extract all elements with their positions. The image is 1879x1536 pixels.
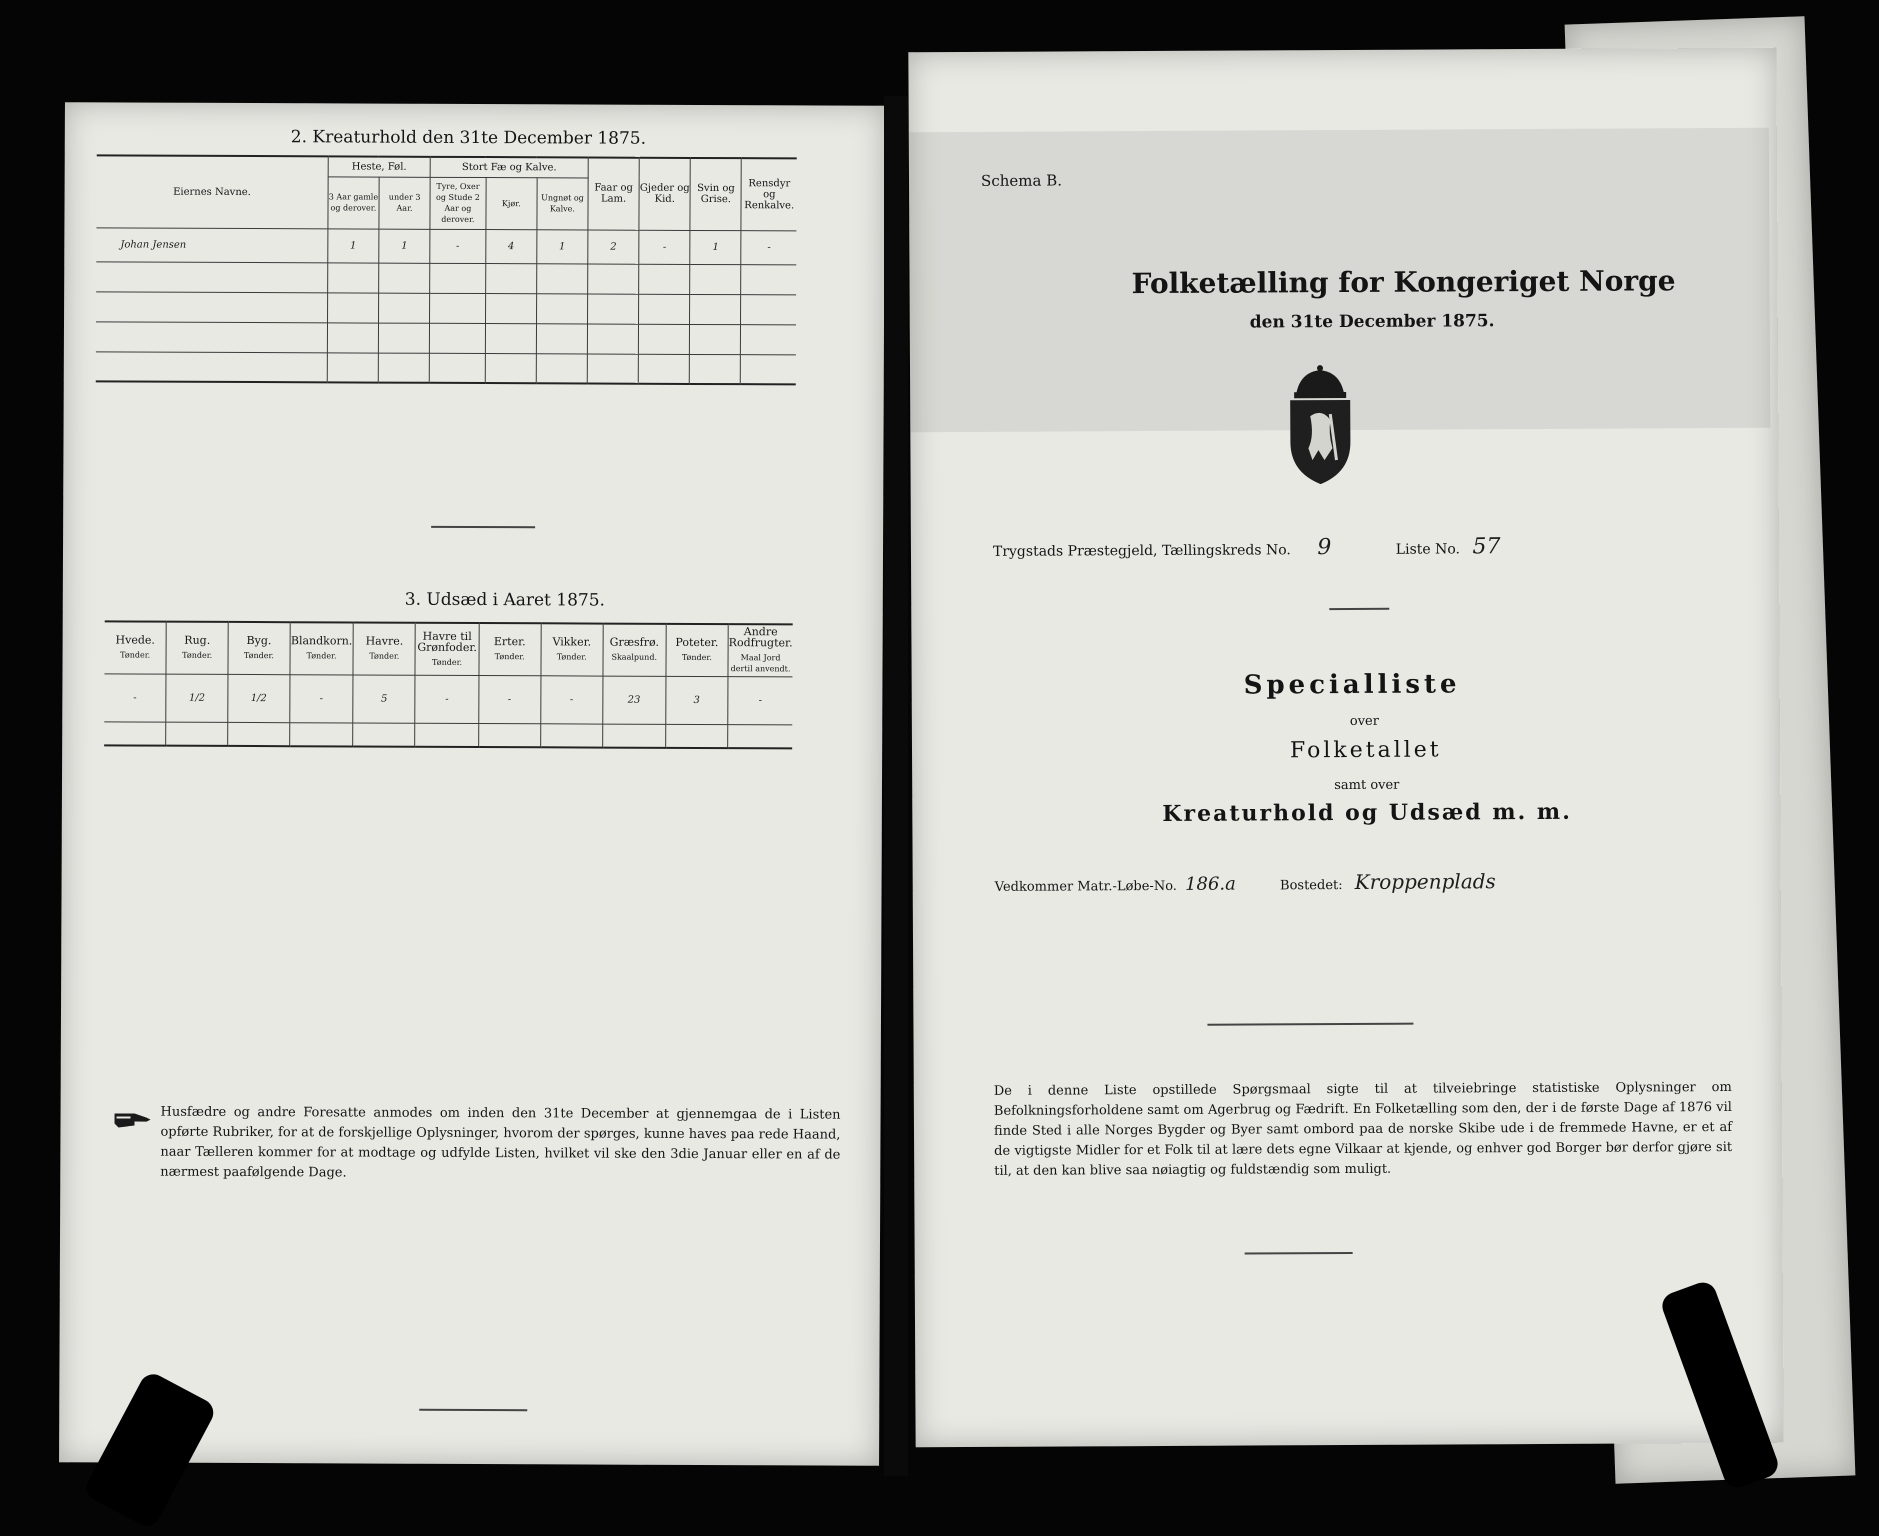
seed-column-header <box>728 624 793 676</box>
seed-column-unit: Tønder. <box>432 657 463 667</box>
parish-line <box>993 534 1501 562</box>
group-header-horses: Heste, Føl. <box>328 156 430 176</box>
livestock-value: 4 <box>485 229 536 263</box>
end-rule <box>1245 1252 1353 1254</box>
samt-over-label: samt over <box>1334 777 1400 794</box>
pointing-hand-icon <box>112 1107 152 1131</box>
seed-column-name: Havre til Grønfoder. <box>417 629 477 654</box>
column-header: Rensdyr og Renkalve. <box>741 158 796 230</box>
folketallet-heading: Folketallet <box>1289 737 1442 764</box>
seed-value: 23 <box>603 676 666 724</box>
notice-text: Husfædre og andre Foresatte anmodes om inden den 31te December at gjennemgaa de i Listen opførte Rubriker, for at de forskjellige Oplysninger, hvorom der spørges, kunne haves paa rede Haand, naar Tælleren kommer for at modtage og udfylde Listen, hvilket vil ske den 3die Januar eller en af de nærmest paafølgende Dage. <box>160 1104 841 1181</box>
livestock-value: 1 <box>537 229 588 263</box>
livestock-value: 2 <box>588 230 639 264</box>
seed-column-unit: Tønder. <box>306 651 337 661</box>
list-label: Liste No. <box>1395 541 1461 558</box>
column-header: 3 Aar gamle og derover. <box>328 176 379 228</box>
seed-value: 1/2 <box>228 674 290 722</box>
seed-column-unit: Tønder. <box>182 650 213 661</box>
column-header: Kjør. <box>486 177 537 229</box>
district-value: 9 <box>1317 535 1332 561</box>
district-label: Tællingskreds No. <box>1161 542 1291 559</box>
bottom-rule <box>419 1409 527 1411</box>
seed-column-name: Andre Rodfrugter. <box>728 625 793 650</box>
column-header: under 3 Aar. <box>379 177 430 229</box>
schema-label: Schema B. <box>980 171 1063 190</box>
separator-rule <box>431 526 535 528</box>
seed-value: - <box>104 673 166 721</box>
section3-title: 3. Udsæd i Aaret 1875. <box>404 589 606 611</box>
seed-column-name: Erter. <box>493 635 526 649</box>
right-page <box>908 48 1783 1448</box>
seed-value: - <box>479 675 541 723</box>
book-spine <box>884 96 908 1476</box>
seed-value: 1/2 <box>166 674 228 722</box>
seed-column-header <box>228 622 290 674</box>
bosted-value: Kroppenplads <box>1354 869 1496 894</box>
owner-header: Eiernes Navne. <box>96 155 328 228</box>
livestock-value: - <box>741 230 796 264</box>
kreaturhold-heading: Kreaturhold og Udsæd m. m. <box>1162 798 1572 827</box>
specialliste-heading: Specialliste <box>1243 669 1461 701</box>
group-header-cattle: Stort Fæ og Kalve. <box>430 157 588 178</box>
column-header: Ungnøt og Kalve. <box>537 177 588 229</box>
seed-column-header <box>415 623 479 675</box>
seed-column-name: Byg. <box>246 634 272 648</box>
document-title: Folketælling for Kongeriget Norge <box>1131 264 1676 301</box>
seed-column-name: Rug. <box>184 633 211 648</box>
over-label: over <box>1349 713 1379 729</box>
matr-value: 186.a <box>1184 873 1236 895</box>
short-rule <box>1329 608 1389 610</box>
owner-name: Johan Jensen <box>96 227 327 262</box>
seed-column-header <box>666 624 729 676</box>
left-page <box>59 102 885 1466</box>
info-paragraph: De i denne Liste opstillede Spørgsmaal sigte til at tilveiebringe statistiske Oplysninger om Befolkningsforholdene samt om Agerbrug og Fædrift. En Folketælling som den, der i de første Dage af 1876 vil finde Sted i alle Norges Bygder og Byer samt ombord paa de norske Skibe ude i de fremmede Havne, er et af de vigtigste Midler for et Folk til at lære dets egne Vilkaar at kjende, og enhver god Borger bør derfor gjøre sit til, at den kan blive saa nøiagtig og fuldstændig som muligt. <box>993 1079 1733 1179</box>
parish-label: Trygstads Præstegjeld, <box>992 542 1158 560</box>
seed-column-header <box>541 623 603 675</box>
seed-column-header <box>479 623 541 675</box>
norwegian-coat-of-arms-icon <box>1270 364 1371 489</box>
seed-column-name: Græsfrø. <box>609 635 659 650</box>
seed-column-name: Blandkorn. <box>290 634 353 648</box>
column-header: Gjeder og Kid. <box>639 158 690 230</box>
section2-title: 2. Kreaturhold den 31te December 1875. <box>290 127 647 149</box>
seed-column-unit: Tønder. <box>494 652 525 662</box>
seed-column-header <box>603 624 666 676</box>
matr-label: Vedkommer Matr.-Løbe-No. <box>994 878 1177 895</box>
livestock-value: - <box>639 230 690 264</box>
seed-column-unit: Maal Jord dertil anvendt. <box>730 653 791 674</box>
mid-rule <box>1207 1023 1413 1026</box>
document-date: den 31te December 1875. <box>1249 311 1495 333</box>
column-header: Tyre, Oxer og Stude 2 Aar og derover. <box>430 177 486 229</box>
seed-column-unit: Tønder. <box>556 652 587 662</box>
seed-column-header <box>353 622 415 674</box>
livestock-value: - <box>430 229 486 263</box>
seed-column-unit: Tønder. <box>243 651 274 661</box>
seed-column-header <box>290 622 354 674</box>
seed-column-unit: Skaalpund. <box>611 652 658 663</box>
livestock-value: 1 <box>379 229 430 263</box>
bosted-label: Bostedet: <box>1279 878 1343 894</box>
seed-column-name: Havre. <box>365 634 404 648</box>
livestock-value: 1 <box>690 230 741 264</box>
seed-column-name: Hvede. <box>115 633 155 647</box>
seed-value: - <box>540 675 602 723</box>
seed-column-unit: Tønder. <box>681 653 712 663</box>
seed-column-header <box>166 622 228 674</box>
seed-column-header <box>104 621 166 673</box>
seed-value: - <box>415 675 479 723</box>
seed-column-name: Vikker. <box>552 635 592 649</box>
seed-value: - <box>728 676 793 724</box>
livestock-table <box>96 154 797 385</box>
list-value: 57 <box>1472 534 1501 560</box>
seed-column-unit: Tønder. <box>369 651 400 661</box>
seed-value: - <box>290 674 354 722</box>
seed-table <box>104 620 793 749</box>
column-header: Svin og Grise. <box>690 158 741 230</box>
seed-value: 3 <box>665 676 728 724</box>
seed-column-name: Poteter. <box>675 636 719 650</box>
seed-column-unit: Tønder. <box>120 650 151 660</box>
seed-value: 5 <box>353 674 415 722</box>
column-header: Faar og Lam. <box>588 158 639 230</box>
matr-line <box>995 869 1496 896</box>
livestock-value: 1 <box>328 228 379 262</box>
